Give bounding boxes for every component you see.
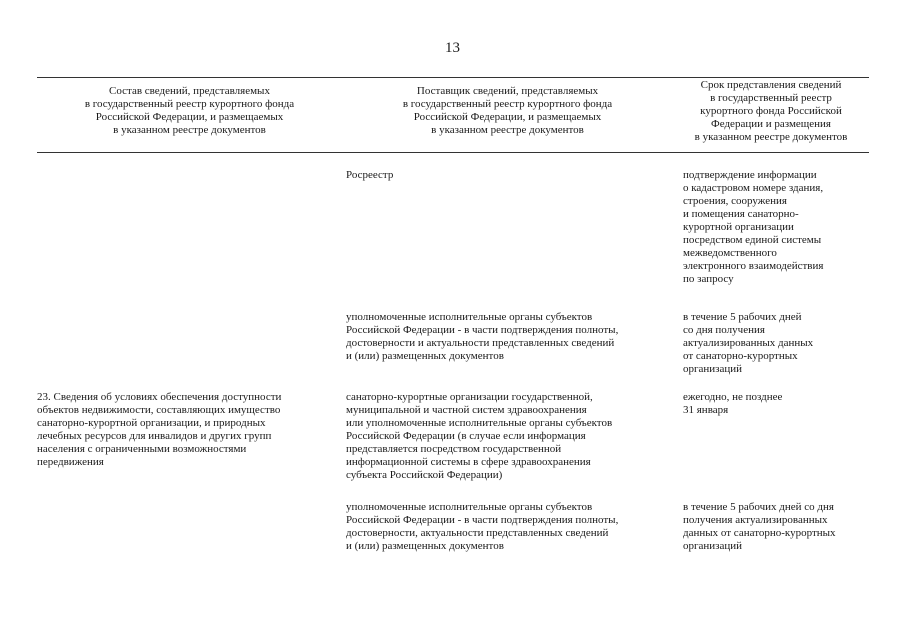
cell-line: Российской Федерации - в части подтверждения полноты,: [346, 514, 619, 526]
provider-cell: [346, 169, 671, 182]
provider-cell: [346, 391, 671, 482]
cell-line: подтверждение информации: [683, 169, 817, 181]
cell-line: субъекта Российской Федерации): [346, 469, 503, 481]
cell-line: и (или) размещенных документов: [346, 540, 504, 552]
cell-line: достоверности, актуальности представленных сведений: [346, 527, 609, 539]
deadline-cell: [683, 311, 868, 376]
header-line: Срок представления сведений: [700, 79, 842, 91]
header-line: в государственный реестр курортного фонда: [84, 98, 295, 110]
cell-line: организаций: [683, 363, 743, 375]
cell-line: Российской Федерации - в части подтверждения полноты,: [346, 324, 619, 336]
cell-line: данных от санаторно-курортных: [683, 527, 836, 539]
cell-line: в течение 5 рабочих дней со дня: [683, 501, 834, 513]
header-line: Российской Федерации, и размещаемых: [413, 111, 602, 123]
cell-line: о кадастровом номере здания,: [683, 182, 824, 194]
cell-line: Российской Федерации (в случае если информация: [346, 430, 586, 442]
cell-line: организаций: [683, 540, 743, 552]
cell-line: представляется посредством государственной: [346, 443, 562, 455]
deadline-cell: [683, 501, 868, 553]
cell-line: в течение 5 рабочих дней: [683, 311, 802, 323]
cell-line: или уполномоченные исполнительные органы субъектов: [346, 417, 613, 429]
cell-line: 31 января: [683, 404, 729, 416]
header-line: в государственный реестр: [710, 92, 832, 104]
cell-line: Росреестр: [346, 169, 394, 181]
cell-line: со дня получения: [683, 324, 765, 336]
header-line: в государственный реестр курортного фонда: [402, 98, 613, 110]
cell-line: 23. Сведения об условиях обеспечения доступности: [37, 391, 282, 403]
deadline-cell: [683, 391, 868, 417]
header-line: Состав сведений, представляемых: [109, 85, 270, 97]
cell-line: и (или) размещенных документов: [346, 350, 504, 362]
header-line: в указанном реестре документов: [431, 124, 584, 136]
cell-line: межведомственного: [683, 247, 777, 259]
cell-line: населения с ограниченными возможностями: [37, 443, 247, 455]
header-line: Федерации и размещения: [711, 118, 831, 130]
page-number: 13: [445, 40, 460, 56]
cell-line: уполномоченные исполнительные органы субъектов: [346, 311, 593, 323]
cell-line: строения, сооружения: [683, 195, 787, 207]
header-cell-deadline: [676, 79, 866, 144]
cell-line: и помещения санаторно-: [683, 208, 799, 220]
cell-line: санаторно-курортной организации, и природных: [37, 417, 266, 429]
provider-cell: [346, 311, 671, 363]
composition-cell: [37, 391, 342, 469]
header-line: Поставщик сведений, представляемых: [416, 85, 599, 97]
cell-line: актуализированных данных: [683, 337, 814, 349]
cell-line: получения актуализированных: [683, 514, 828, 526]
header-cell-composition: [37, 85, 342, 137]
header-cell-provider: [345, 85, 670, 137]
deadline-cell: [683, 169, 868, 286]
cell-line: санаторно-курортные организации государственной,: [346, 391, 593, 403]
cell-line: от санаторно-курортных: [683, 350, 798, 362]
header-line: в указанном реестре документов: [113, 124, 266, 136]
header-bottom-rule: [37, 152, 869, 153]
cell-line: ежегодно, не позднее: [683, 391, 783, 403]
cell-line: электронного взаимодействия: [683, 260, 824, 272]
cell-line: курортной организации: [683, 221, 794, 233]
header-line: Российской Федерации, и размещаемых: [95, 111, 284, 123]
provider-cell: [346, 501, 671, 553]
header-line: в указанном реестре документов: [694, 131, 848, 143]
cell-line: муниципальной и частной систем здравоохранения: [346, 404, 587, 416]
cell-line: посредством единой системы: [683, 234, 822, 246]
cell-line: объектов недвижимости, составляющих имущество: [37, 404, 281, 416]
cell-line: по запросу: [683, 273, 734, 285]
cell-line: лечебных ресурсов для инвалидов и других групп: [37, 430, 272, 442]
cell-line: уполномоченные исполнительные органы субъектов: [346, 501, 593, 513]
header-line: курортного фонда Российской: [700, 105, 842, 117]
cell-line: передвижения: [37, 456, 104, 468]
cell-line: информационной системы в сфере здравоохранения: [346, 456, 591, 468]
table-top-rule: [37, 77, 869, 78]
cell-line: достоверности и актуальности представленных сведений: [346, 337, 615, 349]
